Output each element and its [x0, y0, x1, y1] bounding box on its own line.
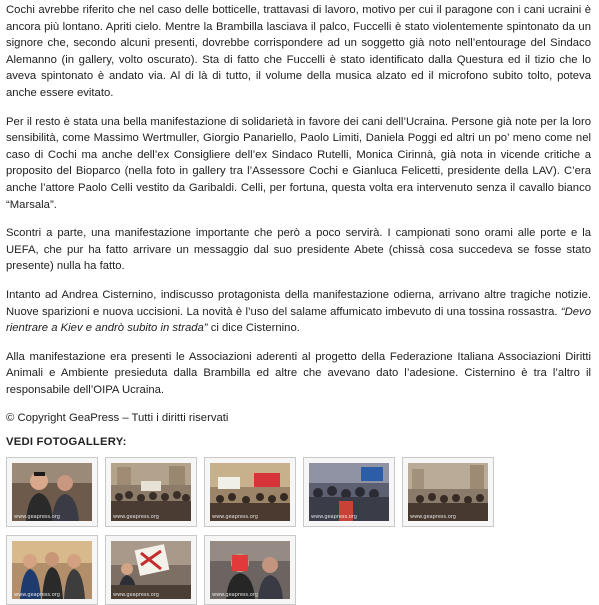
- copyright-notice: © Copyright GeaPress – Tutti i diritti riservati: [6, 412, 229, 425]
- gallery-thumb-8[interactable]: [204, 535, 296, 605]
- photo-crowd-piazza-icon: [111, 463, 191, 521]
- photo-two-men-icon: [12, 463, 92, 521]
- thumb-watermark: www.geapress.org: [410, 513, 456, 520]
- thumb-watermark: www.geapress.org: [113, 591, 159, 598]
- gallery-thumb-5[interactable]: [402, 457, 494, 527]
- gallery-thumb-1[interactable]: [6, 457, 98, 527]
- photo-crowd-stage-icon: [309, 463, 389, 521]
- cisternino-quote: “Devo rientrare a Kiev e andrò subito in strada”: [6, 305, 591, 335]
- photo-group-portrait-icon: [12, 541, 92, 599]
- article-body: [6, 2, 591, 605]
- paragraph-3: Scontri a parte, una manifestazione importante che però a poco servirà. I campionati sono orami alle porte e la UEFA, che pur ha fatto arrivare un messaggio dal suo presidente Abete (chissà cosa succedeva se fosse stato presente) nulla ha fatto.: [6, 227, 591, 273]
- gallery-title: VEDI FOTOGALLERY:: [6, 436, 127, 449]
- thumb-watermark: www.geapress.org: [113, 513, 159, 520]
- paragraph-2: Per il resto è stata una bella manifestazione di solidarietà in favore dei cani dell’Ucraina. Persone già note per la loro sensibilità, come Massimo Wertmuller, Giorgio Panariello, Paolo Limiti, Daniela Poggi ed altri un po’ meno come nel caso di Cochi ma anche dell’ex Consigliere dell’ex Sindaco Rutelli, Monica Cirinnà, già nota in vicende critiche a proposito del Bioparco (nella foto in gallery tra l’Assessore Cochi e Gianluca Felicetti, presidente della LAV). C’era anche l’attore Paolo Celli vestito da Garibaldi. Celli, per fortuna, questa volta era intervenuto senza il cavallo bianco “Marsala”.: [6, 115, 591, 211]
- thumb-watermark: www.geapress.org: [212, 513, 258, 520]
- gallery-thumb-6[interactable]: [6, 535, 98, 605]
- gallery-thumb-7[interactable]: [105, 535, 197, 605]
- photo-obscured-face-icon: [210, 541, 290, 599]
- thumb-watermark: www.geapress.org: [14, 591, 60, 598]
- paragraph-1: Cochi avrebbe riferito che nel caso delle botticelle, trattavasi di lavoro, motivo per cui il paragone con i cani ucraini è ancora più lontano. Apriti cielo. Mentre la Brambilla lasciava il palco, Fuccelli è stato violentemente spintonato da un signore che, secondo alcuni presenti, dovrebbe corrispondere ad un soggetto già noto nell’entourage del Sindaco Alemanno (in gallery, volto oscurato). Sta di fatto che Fuccelli è stato identificato dalla Questura ed il tizio che lo aveva spintonato è andato via. Al di là di tutto, il volume della musica alzato ed il microfono subito tolto, poteva anche essere evitato.: [6, 4, 591, 99]
- thumb-watermark: www.geapress.org: [311, 513, 357, 520]
- gallery-thumb-2[interactable]: [105, 457, 197, 527]
- photo-protest-banners-icon: [210, 463, 290, 521]
- paragraph-4: [6, 287, 591, 337]
- gallery-thumb-4[interactable]: [303, 457, 395, 527]
- paragraph-4-tail: ci dice Cisternino.: [207, 322, 300, 335]
- photo-gallery: [6, 457, 591, 605]
- photo-demonstrator-sign-icon: [111, 541, 191, 599]
- thumb-watermark: www.geapress.org: [14, 513, 60, 520]
- photo-crowd-buildings-icon: [408, 463, 488, 521]
- gallery-thumb-3[interactable]: [204, 457, 296, 527]
- thumb-watermark: www.geapress.org: [212, 591, 258, 598]
- paragraph-4-text: Intanto ad Andrea Cisternino, indiscusso protagonista della manifestazione odierna, arrivano altre tragiche notizie. Nuove sparizioni e nuova uccisioni. La novità è l’uso del salame affumicato imbevuto di una tossina rossastra.: [6, 288, 591, 318]
- paragraph-5: Alla manifestazione era presenti le Associazioni aderenti al progetto della Federazione Italiana Associazioni Diritti Animali e Ambiente presieduta dalla Brambilla ed altre che avevano dato l’adesione. Cisternino è tra l’altro il responsabile dell’OIPA Ucraina.: [6, 350, 591, 396]
